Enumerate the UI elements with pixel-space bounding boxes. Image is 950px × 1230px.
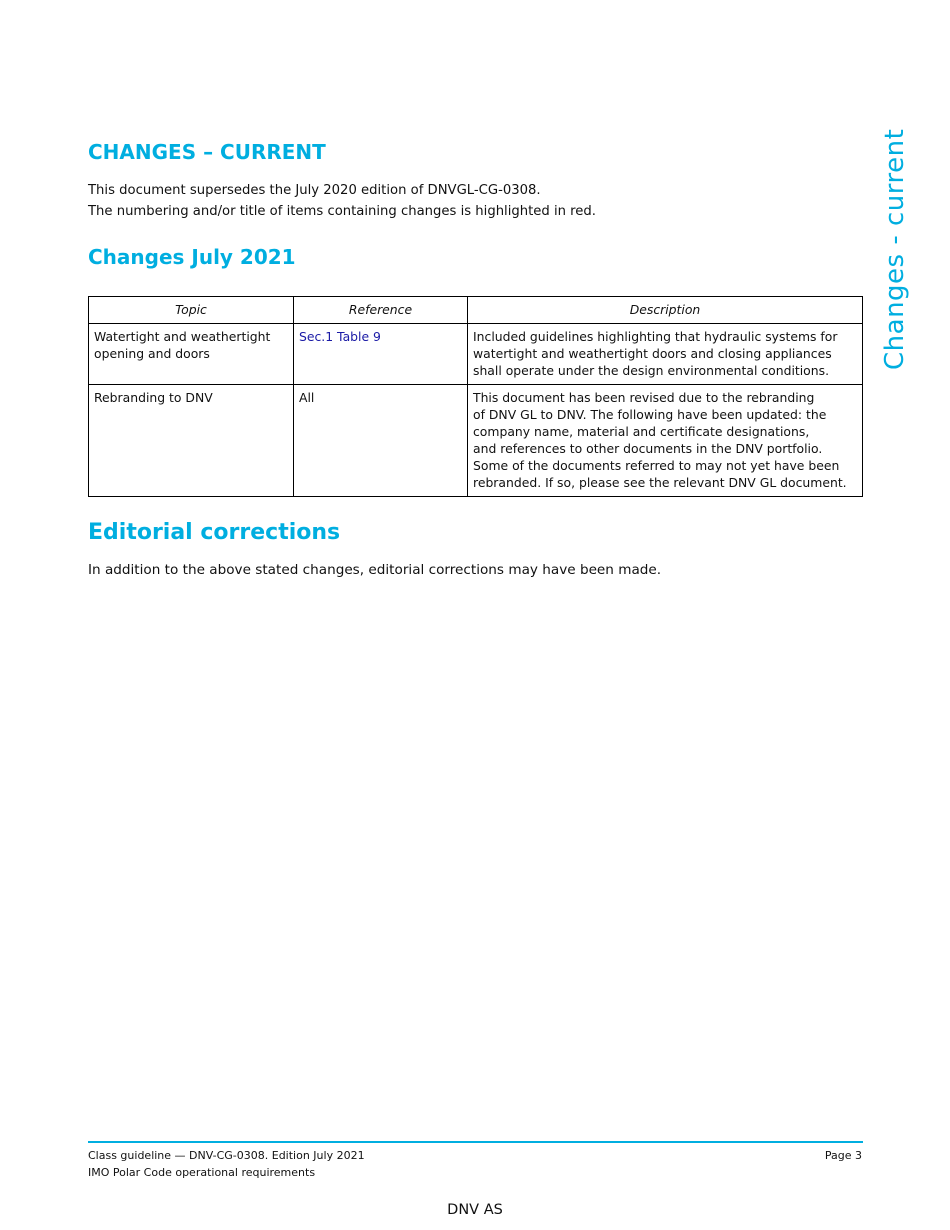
description-line: Some of the documents referred to may not yet have been	[473, 458, 840, 473]
cell-topic	[89, 385, 294, 497]
footer-left	[88, 1147, 365, 1181]
section-title: CHANGES – CURRENT	[88, 140, 326, 164]
table-row	[89, 385, 863, 497]
changes-table	[88, 296, 863, 497]
description-line: shall operate under the design environmental conditions.	[473, 363, 830, 378]
topic-line: opening and doors	[94, 346, 210, 361]
intro-line: The numbering and/or title of items containing changes is highlighted in red.	[88, 204, 596, 219]
header-topic: Topic	[89, 297, 294, 324]
changes-month-heading: Changes July 2021	[88, 245, 296, 269]
cell-description	[468, 385, 863, 497]
description-line: of DNV GL to DNV. The following have been updated: the	[473, 407, 827, 422]
cell-description	[468, 324, 863, 385]
side-tab-label: Changes - current	[880, 128, 910, 370]
description-line: watertight and weathertight doors and closing appliances	[473, 346, 832, 361]
cell-reference	[294, 324, 468, 385]
table-header-row	[89, 297, 863, 324]
header-description: Description	[468, 297, 863, 324]
description-line: rebranded. If so, please see the relevant DNV GL document.	[473, 475, 847, 490]
cell-reference	[294, 385, 468, 497]
description-line: and references to other documents in the DNV portfolio.	[473, 441, 823, 456]
footer-document-id: Class guideline — DNV-CG-0308. Edition July 2021	[88, 1149, 365, 1162]
topic-line: Rebranding to DNV	[94, 390, 213, 405]
page-number: Page 3	[824, 1149, 862, 1162]
editorial-text: In addition to the above stated changes, editorial corrections may have been made.	[88, 562, 662, 578]
topic-line: Watertight and weathertight	[94, 329, 271, 344]
intro-text	[88, 180, 596, 222]
reference-text: All	[299, 390, 315, 405]
footer-divider	[88, 1141, 863, 1143]
cell-topic	[89, 324, 294, 385]
reference-link[interactable]: Sec.1 Table 9	[299, 329, 381, 344]
intro-line: This document supersedes the July 2020 edition of DNVGL-CG-0308.	[88, 183, 541, 198]
company-name: DNV AS	[447, 1202, 503, 1218]
description-line: company name, material and certificate designations,	[473, 424, 810, 439]
editorial-heading: Editorial corrections	[88, 520, 341, 545]
description-line: Included guidelines highlighting that hydraulic systems for	[473, 329, 838, 344]
description-line: This document has been revised due to the rebranding	[473, 390, 815, 405]
header-reference: Reference	[294, 297, 468, 324]
table-row	[89, 324, 863, 385]
footer-document-title: IMO Polar Code operational requirements	[88, 1166, 316, 1179]
